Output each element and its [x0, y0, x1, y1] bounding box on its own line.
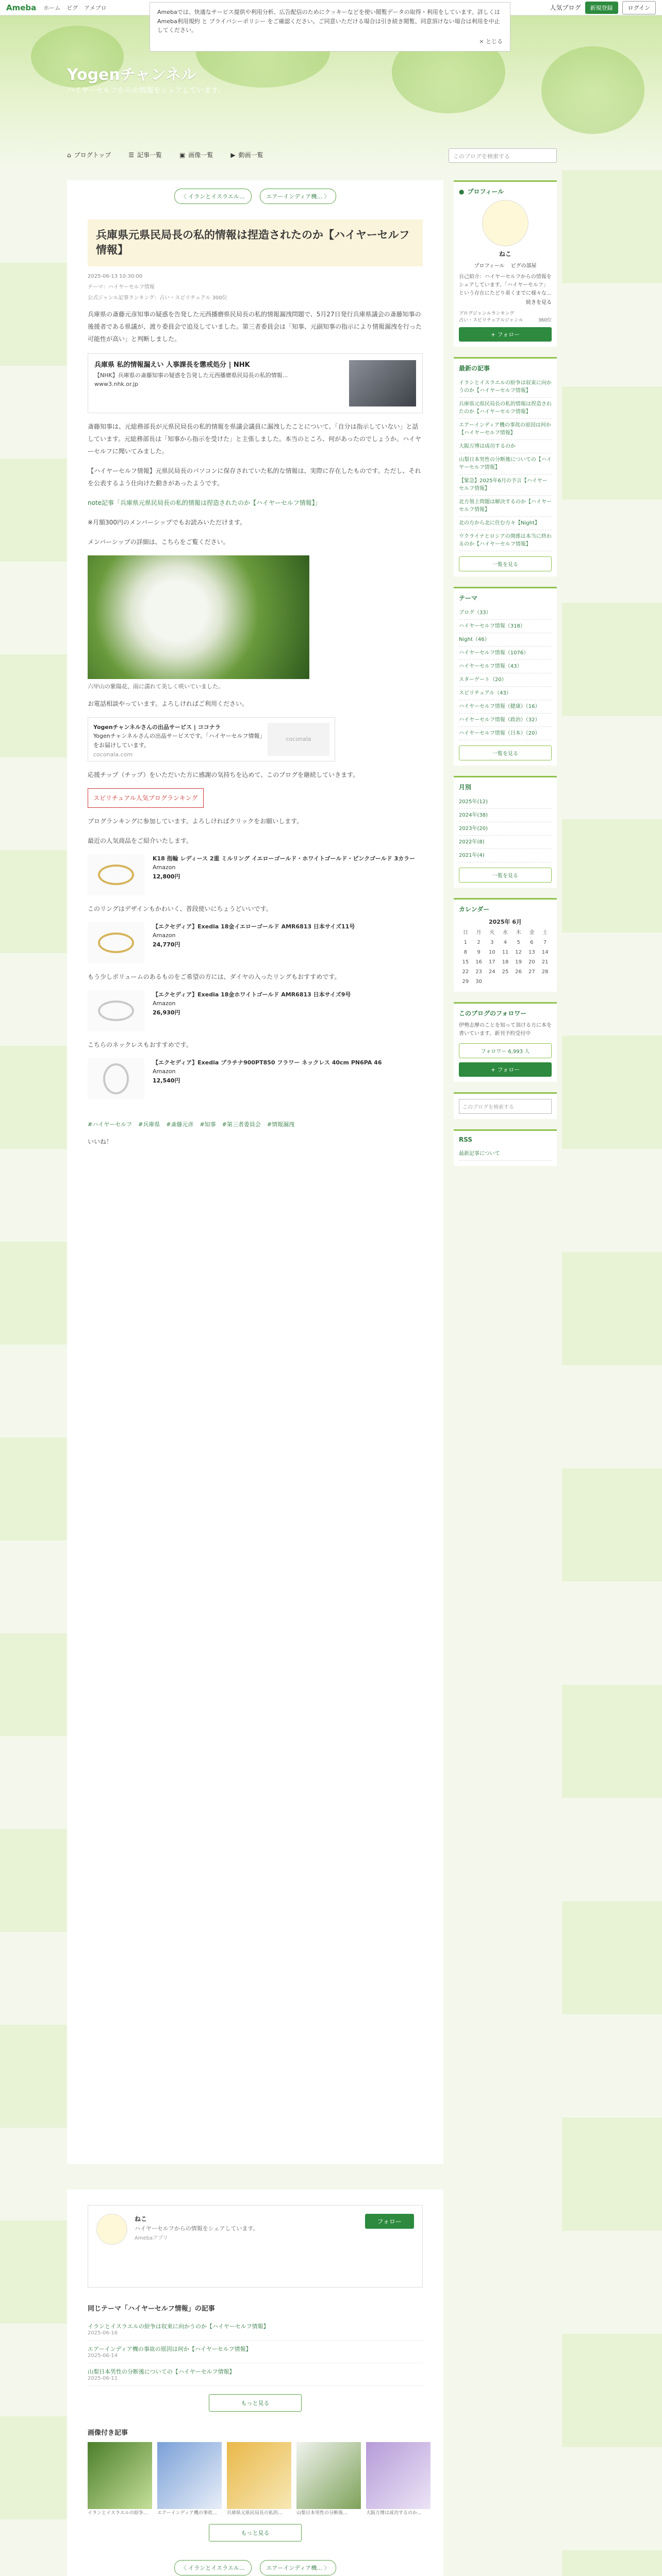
article-footer-area	[67, 2190, 443, 2576]
ring-image	[88, 854, 144, 895]
theme-more-button[interactable]: 一覧を見る	[459, 745, 552, 760]
article-paragraph: お電話相談やっています。よろしければご利用ください。	[88, 700, 249, 707]
card-title: 兵庫県 私的情報漏えい 人事課長を懲戒処分 | NHK	[94, 361, 250, 369]
top-nav-ameblo[interactable]: アメブロ	[84, 4, 107, 11]
theme-link[interactable]: スピリチュアル（43）	[459, 687, 552, 700]
photo-thumb[interactable]: 兵庫県元県民局長の私的...	[227, 2442, 291, 2516]
photo-articles-title: 画像付き記事	[88, 2429, 128, 2437]
popular-blog-link[interactable]: 人気ブログ	[550, 4, 581, 11]
follow-sub: ハイヤーセルフからの情報をシェアしています。	[135, 2225, 259, 2232]
recent-article-link[interactable]: 【緊急】2025年6月の予言【ハイヤーセルフ情報】	[459, 474, 552, 496]
follow-name: ねこ	[135, 2215, 147, 2223]
recent-article-link[interactable]: 兵庫県元県民局長の私的情報は捏造されたのか【ハイヤーセルフ情報】	[459, 398, 552, 419]
theme-link[interactable]: ハイヤーセルフ情報（1076）	[459, 647, 552, 660]
related-title: 同じテーマ「ハイヤーセルフ情報」の記事	[88, 2305, 215, 2313]
prev-article-button[interactable]: 〈 イランとイスラエル...	[174, 2560, 252, 2575]
recent-article-link[interactable]: 北方領土問題は解決するのか【ハイヤーセルフ情報】	[459, 496, 552, 517]
cookie-close-button[interactable]: × とじる	[479, 38, 503, 45]
card-source: www3.nhk.or.jp	[94, 381, 139, 388]
list-item[interactable]: 山梨日本男性の分断後についての【ハイヤーセルフ情報】 2025-06-11	[88, 2363, 423, 2386]
profile-more-link[interactable]: 続きを見る	[526, 300, 552, 306]
photo-thumb[interactable]: イランとイスラエルの紛争...	[88, 2442, 152, 2516]
cookie-notice	[150, 2, 510, 52]
archive-link[interactable]: 2022年(8)	[459, 836, 552, 849]
top-nav-home[interactable]: ホーム	[43, 4, 61, 11]
nav-blog-top[interactable]: ⌂ ブログトップ	[67, 151, 111, 159]
top-right	[550, 1, 656, 14]
article-paragraph: ※月額300円のメンバーシップでもお読みいただけます。	[88, 518, 246, 526]
list-icon: ☰	[128, 151, 135, 159]
profile-link[interactable]: プロフィール	[474, 263, 505, 269]
pigg-room-link[interactable]: ピグの部屋	[510, 263, 537, 269]
article-meta	[88, 274, 423, 279]
ameba-logo[interactable]: Ameba	[6, 3, 37, 12]
hashtag[interactable]: #兵庫県	[138, 1121, 160, 1128]
hashtag[interactable]: #知事	[200, 1121, 216, 1128]
related-more-button[interactable]: もっと見る	[209, 2394, 302, 2412]
bottom-pager	[67, 2552, 443, 2576]
recent-article-link[interactable]: 北の方から北に住む方々【Night】	[459, 517, 552, 530]
coconala-logo: coconala	[268, 723, 329, 756]
photo-caption: 六甲山の紫陽花、雨に濡れて美しく咲いていました。	[88, 683, 224, 690]
recent-more-button[interactable]: 一覧を見る	[459, 556, 552, 571]
top-nav-pigg[interactable]: ピグ	[67, 4, 78, 11]
follower-count[interactable]: フォロワー 6,993 人	[459, 1043, 552, 1058]
coconala-desc: Yogenチャンネルさんの出品サービスです。「ハイヤーセルフ情報」をお届けしています。	[93, 733, 262, 749]
note-link[interactable]: note記事「兵庫県元県民局長の私的情報は捏造されたのか【ハイヤーセルフ情報】」	[88, 499, 321, 506]
left-decoration	[0, 170, 67, 2576]
profile-name[interactable]: ねこ	[499, 250, 511, 258]
archive-link[interactable]: 2021年(4)	[459, 849, 552, 862]
theme-link[interactable]: ハイヤーセルフ情報（318）	[459, 620, 552, 633]
article-column	[67, 180, 443, 2164]
recent-article-link[interactable]: エアーインディア機の事故の原因は何か【ハイヤーセルフ情報】	[459, 419, 552, 440]
membership-link[interactable]: メンバーシップの詳細は、こちらをご覧ください。	[88, 538, 229, 546]
hashtag[interactable]: #ハイヤーセルフ	[88, 1121, 132, 1128]
next-article-button[interactable]: エアーインディア機... 〉	[260, 2560, 337, 2575]
photos-more-button[interactable]: もっと見る	[209, 2524, 302, 2541]
article-pager	[67, 180, 443, 212]
hashtag[interactable]: #第三者委員会	[222, 1121, 261, 1128]
nav-video-list[interactable]: ▶ 動画一覧	[230, 151, 263, 159]
recent-articles-widget: 最新の記事 イランとイスラエルの紛争は収束に向かうのか【ハイヤーセルフ情報】 兵庫県元県民局長の私的情報は捏造されたのか【ハイヤーセルフ情報】 エアーインディア機の事故の原因は何か【ハイヤーセルフ情報】 大阪万博は成功するのか 山梨日本男性の分断後についての【ハイヤーセルフ情報】 【緊急】2025年6月の予言【ハイヤーセルフ情報】 北方領土問題は解決するのか【ハイヤーセルフ情報】 北の方から北に住む方々【Night】 ウクライナとロシアの関係は本当に終わるのか【ハイヤーセルフ情報】 一覧を見る	[454, 357, 557, 577]
avatar[interactable]	[96, 2214, 127, 2245]
image-icon: ▣	[179, 151, 186, 159]
followers-widget: このブログのフォロワー 伊勢志摩のことを知って頂ける方に本を書いています。新刊予約受付中 フォロワー 6,993 人 + フォロー	[454, 1002, 557, 1082]
hashtag[interactable]: #斎藤元彦	[166, 1121, 194, 1128]
rank-value: 360位	[538, 318, 552, 323]
blog-nav	[67, 150, 263, 159]
article-title: 兵庫県元県民局長の私的情報は捏造されたのか【ハイヤーセルフ情報】	[88, 219, 423, 266]
hashtag[interactable]: #情報漏洩	[267, 1121, 295, 1128]
ring-image	[88, 990, 144, 1031]
article-paragraph: もう少しボリュームのあるものをご希望の方には、ダイヤの入ったリングもおすすめです。	[88, 973, 341, 980]
rss-widget: RSS 最新記事について	[454, 1129, 557, 1166]
sidebar	[454, 180, 557, 1176]
hashtags	[88, 1120, 423, 1128]
followers-text: 伊勢志摩のことを知って頂ける方に本を書いています。新刊予約受付中	[459, 1023, 552, 1037]
follow-button[interactable]: フォロー	[365, 2214, 414, 2229]
sidebar-search-widget	[454, 1092, 557, 1119]
theme-widget: テーマ ブログ（33） ハイヤーセルフ情報（318） Night（46） ハイヤーセルフ情報（1076） ハイヤーセルフ情報（43） スターゲート（20） スピリチュアル（43） ハイヤーセルフ情報（健康）（16） ハイヤーセルフ情報（政治）（32） ハイヤーセルフ情報（日本）（20） 一覧を見る	[454, 587, 557, 766]
profile-icon: ●	[459, 188, 465, 195]
list-item[interactable]: イランとイスラエルの紛争は収束に向かうのか【ハイヤーセルフ情報】 2025-06-16	[88, 2318, 423, 2341]
calendar-month: 2025年 6月	[488, 919, 522, 925]
article-paragraph: こちらのネックレスもおすすめです。	[88, 1041, 192, 1048]
article-date: 2025-06-13 10:30:00	[88, 273, 143, 279]
archive-link[interactable]: 2025年(12)	[459, 795, 552, 809]
calendar-table: 日 月 火 水 木 金 土 1 2 3 4 5 6 7 8 9 10 11 12 13 14 15 16 17 18 19 20 21 22 23 24 25 26 27 28 29 30	[462, 930, 549, 985]
photo-thumb[interactable]: エアーインディア機の事故...	[157, 2442, 222, 2516]
archive-link[interactable]: 2023年(20)	[459, 822, 552, 836]
cookie-notice-text: Amebaでは、快適なサービス提供や利用分析、広告配信のためにクッキーなどを使い閲覧データの取得・利用をしています。詳しくは Ameba利用規約 と プライバシーポリシー をご確認ください。ご同意いただける場合は引き続き閲覧、同意頂けない場合は利用を中止してください。	[157, 9, 500, 34]
register-button[interactable]: 新規登録	[585, 2, 618, 14]
article-paragraph: 応援チップ（チップ）をいただいた方に感謝の気持ちを込めて、このブログを継続していきます。	[88, 771, 359, 778]
hydrangea-photo[interactable]	[88, 555, 309, 679]
article-paragraph: 兵庫県の斎藤元彦知事の疑惑を告発した元西播磨県民局長の私的情報漏洩問題で、5月27日発行兵庫県議会の斎藤知事の後援者である県議が、渡り委員会で追及していました。第三者委員会は「知事、元副知事の指示により情報漏洩を行った可能性が高い」と判断しました。	[88, 310, 422, 343]
article-paragraph: 【ハイヤーセルフ情報】元県民局長のパソコンに保存されていた私的な情報は、実際に存在したものです。ただし、それを公表するよう仕向けた動きがあったようです。	[88, 467, 421, 487]
follow-button[interactable]: + フォロー	[459, 1062, 552, 1077]
product-card[interactable]: K18 指輪 レディース 2重 ミルリング イエローゴールド・ホワイトゴールド・ピンクゴールド 3カラー Amazon 12,800円	[88, 854, 423, 895]
right-decoration	[562, 170, 662, 2576]
nav-image-list[interactable]: ▣ 画像一覧	[179, 151, 213, 159]
profile-text: 自己紹介：ハイヤーセルフからの情報をシェアしています。「ハイヤーセルフ」という存在にたどり着くまでに様々な...	[459, 274, 552, 296]
product-card[interactable]: 【エクセディア】Exedia 18金ホワイトゴールド AMR6813 日本サイズ9号 Amazon 26,930円	[88, 990, 423, 1031]
photo-thumb[interactable]: 大阪万博は成功するのか...	[366, 2442, 431, 2516]
ring-image	[88, 922, 144, 963]
article-paragraph: このリングはデザインもかわいく、普段使いにちょうどいいです。	[88, 905, 272, 912]
photo-thumbnails	[88, 2442, 423, 2516]
nhk-link-card[interactable]	[88, 353, 423, 413]
product-card[interactable]: 【エクセディア】Exedia プラチナ900PT850 フラワー ネックレス 40cm PN6PA 46 Amazon 12,540円	[88, 1058, 423, 1099]
login-button[interactable]: ログイン	[622, 1, 656, 14]
blog-title[interactable]: Yogenチャンネル	[67, 66, 196, 84]
next-article-button[interactable]: エアーインディア機... 〉	[260, 189, 337, 204]
theme-link[interactable]: スターゲート（20）	[459, 673, 552, 687]
article-theme[interactable]: テーマ：ハイヤーセルフ情報	[88, 284, 155, 290]
recent-article-link[interactable]: イランとイスラエルの紛争は収束に向かうのか【ハイヤーセルフ情報】	[459, 377, 552, 398]
article-ranking[interactable]: 公式ジャンル記事ランキング：占い・スピリチュアル 300位	[88, 295, 227, 301]
archive-link[interactable]: 2024年(38)	[459, 809, 552, 822]
header-search-input[interactable]: このブログを検索する	[449, 148, 557, 163]
avatar[interactable]	[482, 200, 528, 246]
photo-thumb[interactable]: 山梨日本男性の分断後...	[296, 2442, 361, 2516]
follow-card	[88, 2205, 423, 2287]
nav-article-list[interactable]: ☰ 記事一覧	[128, 151, 162, 159]
theme-link[interactable]: ブログ（33）	[459, 606, 552, 620]
theme-link[interactable]: ハイヤーセルフ情報（健康）（16）	[459, 700, 552, 714]
card-thumbnail	[349, 360, 416, 406]
profile-widget: ● プロフィール ねこ プロフィール ピグの部屋 自己紹介：ハイヤーセルフからの情報をシェアしています。「ハイヤーセルフ」という存在にたどり着くまでに様々な... 続きを見る ブログジャンルランキング 占い・スピリチュアルジャンル 360位 + フォロー	[454, 180, 557, 347]
product-card[interactable]: 【エクセディア】Exedia 18金イエローゴールド AMR6813 日本サイズ11号 Amazon 24,770円	[88, 922, 423, 963]
article-paragraph: ブログランキングに参加しています。よろしければクリックをお願いします。	[88, 817, 303, 825]
theme-link[interactable]: ハイヤーセルフ情報（日本）（20）	[459, 727, 552, 740]
like-button[interactable]: いいね！	[88, 1138, 113, 1145]
calendar-widget: カレンダー 2025年 6月 日 月 火 水 木 金 土 1 2 3 4 5 6 7 8 9 10 11 12 13 14 15 16 17 18 19 20 21 22 23 24 25 26 27 28 29 30	[454, 898, 557, 992]
list-item[interactable]: エアーインディア機の事故の原因は何か【ハイヤーセルフ情報】 2025-06-14	[88, 2341, 423, 2363]
recent-article-link[interactable]: ウクライナとロシアの関係は本当に終わるのか【ハイヤーセルフ情報】	[459, 530, 552, 551]
recent-article-link[interactable]: 山梨日本男性の分断後についての【ハイヤーセルフ情報】	[459, 453, 552, 474]
coconala-title: Yogenチャンネルさんの出品サービス | ココナラ	[93, 723, 221, 731]
blog-description: ハイヤーセルフからの情報をシェアしています。	[67, 87, 225, 95]
follow-button[interactable]: + フォロー	[459, 327, 552, 342]
rss-link[interactable]: 最新記事について	[459, 1147, 552, 1161]
archive-widget: 月別 2025年(12) 2024年(38) 2023年(20) 2022年(8) 2021年(4) 一覧を見る	[454, 776, 557, 888]
home-icon: ⌂	[67, 151, 71, 159]
coconala-source: coconala.com	[93, 751, 133, 758]
necklace-image	[88, 1058, 144, 1099]
spiritual-ranking-banner[interactable]: スピリチュアル人気ブログランキング	[88, 788, 423, 808]
theme-link[interactable]: Night（46）	[459, 633, 552, 647]
theme-link[interactable]: ハイヤーセルフ情報（43）	[459, 660, 552, 673]
archive-more-button[interactable]: 一覧を見る	[459, 868, 552, 883]
video-icon: ▶	[230, 151, 236, 159]
recent-article-link[interactable]: 大阪万博は成功するのか	[459, 440, 552, 453]
ameba-app-label: Amebaアプリ	[135, 2235, 168, 2242]
article-paragraph: 斎藤知事は、元総務部長が元県民局長の私的情報を県議会議員に漏洩したことについて、「自分は指示していない」と話しています。元総務部長は「知事から指示を受けた」と主張しました。本当のところ、何があったのでしょうか。ハイヤーセルフに聞いてみました。	[88, 422, 421, 455]
theme-link[interactable]: ハイヤーセルフ情報（政治）（32）	[459, 714, 552, 727]
prev-article-button[interactable]: 〈 イランとイスラエル...	[174, 189, 252, 204]
coconala-card[interactable]	[88, 717, 335, 761]
card-desc: 【NHK】兵庫県の斎藤知事の疑惑を告発した元西播磨県民局長の私的情報...	[94, 371, 288, 379]
sidebar-search-input[interactable]: このブログを検索する	[459, 1099, 552, 1114]
top-nav	[43, 4, 106, 12]
article-paragraph: 最近の人気商品をご紹介いたします。	[88, 837, 193, 844]
